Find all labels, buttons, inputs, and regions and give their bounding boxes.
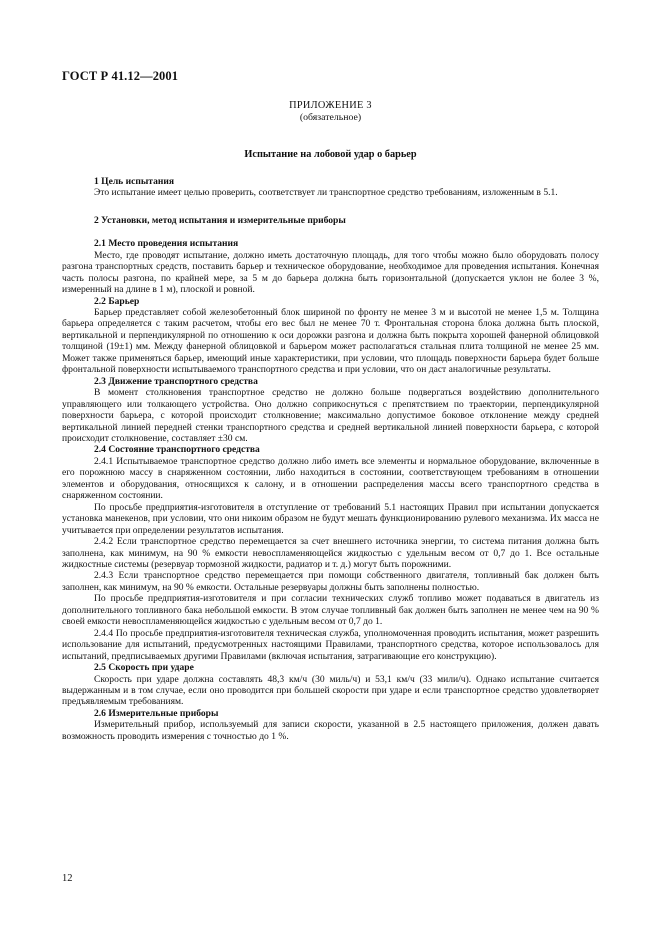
subsection-2-1-paragraph: Место, где проводят испытание, должно иметь достаточную площадь, для того чтобы можно было оборудовать полосу разгона транспортных средств, поставить барьер и техническое оборудование, необходимое для проведения испытания. Конечная часть полосы разгона, по крайней мере, за 5 м до барьера должна быть горизонтальной (допускается уклон не более 3 %, измеренный на длине в 1 м), плоской и ровной.	[62, 249, 599, 296]
subsection-2-1-heading: 2.1 Место проведения испытания	[94, 238, 239, 250]
subsection-2-4-1-paragraph: 2.4.1 Испытываемое транспортное средство должно либо иметь все элементы и нормальное оборудование, включенные в его порожнюю массу в снаряженном состоянии, либо находиться в состоянии, соответствующем требованиям в отношении элементов и оборудования, относящихся к салону, и в отношении распределения массы всего транспортного средства в снаряженном состоянии.	[62, 455, 599, 502]
subsection-2-2-paragraph: Барьер представляет собой железобетонный блок шириной по фронту не менее 3 м и высотой не менее 1,5 м. Толщина барьера определяется с таким расчетом, чтобы его вес был не менее 70 т. Фронтальная сторона блока должна быть плоской, вертикальной и перпендикулярной по отношению к оси дорожки разгона и должна быть покрыта хорошей фанерной облицовкой толщиной (19±1) мм. Между фанерной облицовкой и барьером может располагаться стальная плита толщиной не менее 25 мм. Может также применяться барьер, имеющий иные характеристики, при условии, что площадь поверхности барьера будет больше фронтальной поверхности испытываемого транспортного средства и при условии, что он даст аналогичные результаты.	[62, 307, 599, 376]
subsection-2-6-heading: 2.6 Измерительные приборы	[94, 707, 219, 719]
subsection-2-4-2-paragraph: 2.4.2 Если транспортное средство перемещается за счет внешнего источника энергии, то система питания должна быть заполнена, как минимум, на 90 % емкости невоспламеняющейся жидкостью с удельным весом от 0,7 до 1. Все остальные жидкостные системы (резервуар тормозной жидкости, радиатор и т. д.) могут быть порожними.	[62, 536, 599, 570]
subsection-2-4-4-paragraph: 2.4.4 По просьбе предприятия-изготовителя техническая служба, уполномоченная проводить испытания, может разрешить использование для испытаний, предусмотренных настоящими Правилами, транспортного средства, которое использовалось для испытаний, предписываемых другими Правилами (включая испытания, затрагивающие его конструкцию).	[62, 627, 599, 662]
subsection-2-4-3-note-paragraph: По просьбе предприятия-изготовителя и при согласии технических служб топливо может подаваться в двигатель из дополнительного топливного бака небольшой емкости. В этом случае топливный бак должен быть заполнен не менее чем на 90 % своей емкости невоспламеняющейся жидкостью с удельным весом от 0,7 до 1.	[62, 593, 599, 628]
appendix-title: ПРИЛОЖЕНИЕ 3	[289, 100, 372, 111]
document-body	[62, 100, 599, 742]
subsection-2-6-paragraph: Измерительный прибор, используемый для записи скорости, указанной в 2.5 настоящего приложения, должен давать возможность проводить измерения с точностью до 1 %.	[62, 719, 599, 742]
subsection-2-4-1-note-paragraph: По просьбе предприятия-изготовителя в отступление от требований 5.1 настоящих Правил при испытании допускается установка манекенов, при условии, что они никоим образом не будут мешать функционированию рулевого механизма. Их масса не учитывается при определении результатов испытания.	[62, 501, 599, 536]
appendix-note: (обязательное)	[299, 112, 362, 123]
subsection-2-4-3-paragraph: 2.4.3 Если транспортное средство перемещается при помощи собственного двигателя, топливный бак должен быть заполнен, как минимум, на 90 % емкости. Остальные резервуары должны быть заполнены полностью.	[62, 570, 599, 593]
page-number: 12	[62, 873, 73, 884]
section-1-paragraph: Это испытание имеет целью проверить, соответствует ли транспортное средство требованиям, изложенным в 5.1.	[94, 187, 558, 199]
document-code: ГОСТ Р 41.12—2001	[62, 69, 179, 83]
subsection-2-3-heading: 2.3 Движение транспортного средства	[94, 375, 258, 387]
subsection-2-4-heading: 2.4 Состояние транспортного средства	[94, 444, 260, 456]
section-1-heading: 1 Цель испытания	[94, 175, 175, 187]
appendix-heading: Испытание на лобовой удар о барьер	[244, 148, 417, 160]
section-2-heading: 2 Установки, метод испытания и измерительные приборы	[94, 214, 346, 226]
subsection-2-5-heading: 2.5 Скорость при ударе	[94, 662, 194, 674]
subsection-2-5-paragraph: Скорость при ударе должна составлять 48,3 км/ч (30 миль/ч) и 53,1 км/ч (33 мили/ч). Однако испытание считается выдержанным и в том случае, если оно проводится при большей скорости при ударе и если транспортное средство удовлетворяет предъявляемым требованиям.	[62, 673, 599, 708]
subsection-2-3-paragraph: В момент столкновения транспортное средство не должно больше подвергаться воздействию дополнительного управляющего или толкающего устройства. Оно должно соприкоснуться с препятствием по траектории, перпендикулярной поверхности барьера, с которой происходит столкновение; максимально допустимое боковое отклонение между средней вертикальной линией передней стенки транспортного средства и средней вертикальной линией поверхности барьера, с которой происходит столкновение, составляет ±30 см.	[62, 387, 599, 445]
subsection-2-2-heading: 2.2 Барьер	[94, 295, 140, 307]
